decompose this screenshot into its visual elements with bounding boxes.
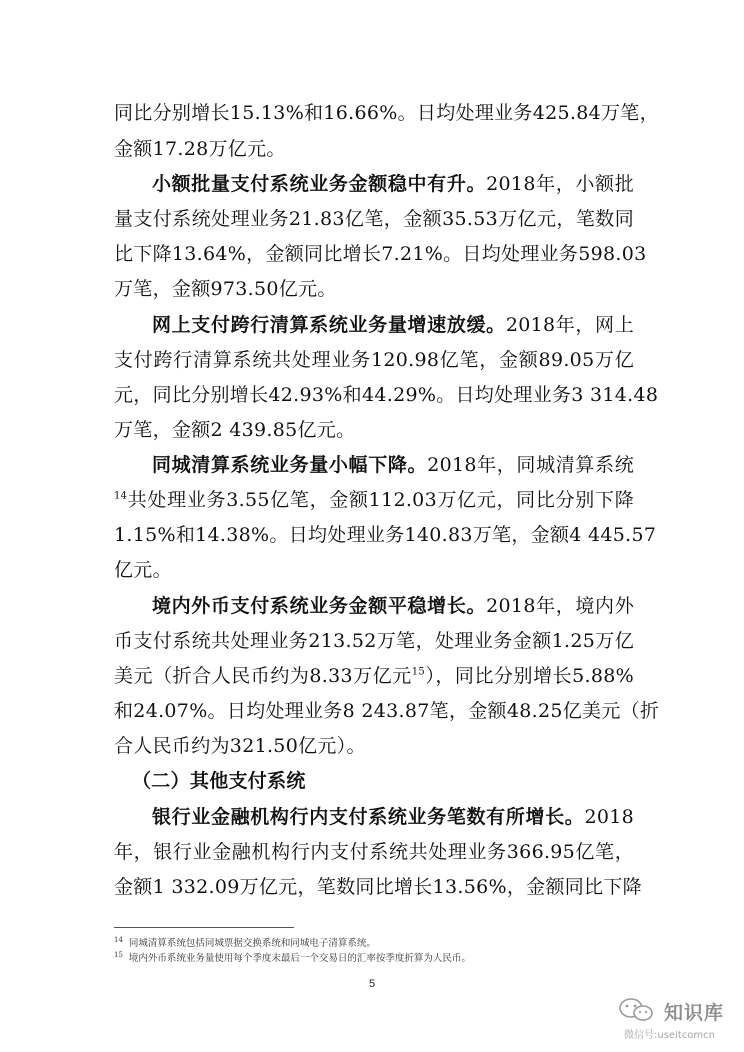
watermark [616,996,734,1042]
paragraph-first-line [152,311,634,339]
text-line: 万笔，金额973.50亿元。 [114,278,337,300]
footnote-number: 14 [114,936,123,944]
text-line: 同比分别增长15.13%和16.66%。日均处理业务425.84万笔， [114,102,659,124]
text-line: 量支付系统处理业务21.83亿笔，金额35.53万亿元，笔数同 [114,208,634,230]
text-line: 合人民币约为321.50亿元）。 [114,735,366,757]
text-line [114,662,634,690]
footnote-ref-14[interactable]: 14 [114,490,128,502]
watermark-name: 知识库 [664,1002,725,1024]
text-line: 万笔，金额2 439.85亿元。 [114,419,356,441]
footnote-separator [114,927,294,928]
paragraph-heading: 同城清算系统业务量小幅下降。 [152,454,428,476]
paragraph-heading: 网上支付跨行清算系统业务量增速放缓。 [152,314,506,336]
paragraph-first-line [152,803,634,831]
text-run: 2018年，同城清算系统 [427,454,634,476]
text-line: 1.15%和14.38%。日均处理业务140.83万笔，金额4 445.57 [114,524,657,546]
text-line: 元，同比分别增长42.93%和44.29%。日均处理业务3 314.48 [114,384,659,406]
paragraph-heading: 境内外币支付系统业务金额平稳增长。 [152,595,487,617]
watermark-account: 微信号:useitcomcn [624,1030,715,1041]
text-line: 年，银行业金融机构行内支付系统共处理业务366.95亿笔， [114,841,634,863]
paragraph-first-line [152,170,634,198]
text-run: 美元（折合人民币约为8.33万亿元 [114,665,412,687]
footnote-number: 15 [114,951,123,959]
text-run: ），同比分别增长5.88% [425,665,635,687]
text-line: 亿元。 [114,559,172,581]
paragraph-first-line [152,592,634,620]
text-line: 金额1 332.09万亿元，笔数同比增长13.56%，金额同比下降 [114,876,642,898]
page-number: 5 [368,978,376,990]
paragraph-heading: 小额批量支付系统业务金额稳中有升。 [152,173,487,195]
footnote-text: 同城清算系统包括同城票据交换系统和同城电子清算系统。 [128,938,376,950]
text-run: 2018年，境内外 [486,595,634,617]
text-run: 共处理业务3.55亿笔，金额112.03万亿元，同比分别下降 [127,489,634,511]
text-line: 币支付系统共处理业务213.52万笔，处理业务金额1.25万亿 [114,630,634,652]
footnote-ref-15[interactable]: 15 [411,666,426,678]
text-run: 2018年，小额批 [486,173,634,195]
footnote-15 [114,948,471,966]
text-line: 比下降13.64%，金额同比增长7.21%。日均处理业务598.03 [114,243,647,265]
text-run: 2018年，网上 [505,314,634,336]
text-run: 2018 [584,806,634,828]
paragraph-first-line [152,451,634,479]
wechat-icon [616,996,660,1024]
footnote-text: 境内外币系统业务量使用每个季度末最后一个交易日的汇率按季度折算为人民币。 [128,953,471,965]
text-line: 金额17.28万亿元。 [114,138,286,160]
text-line: 和24.07%。日均处理业务8 243.87笔，金额48.25亿美元（折 [114,700,660,722]
paragraph-heading: 银行业金融机构行内支付系统业务笔数有所增长。 [152,806,585,828]
text-line: 支付跨行清算系统共处理业务120.98亿笔，金额89.05万亿 [114,349,634,371]
text-line [114,486,634,514]
section-heading: （二）其他支付系统 [132,770,306,792]
